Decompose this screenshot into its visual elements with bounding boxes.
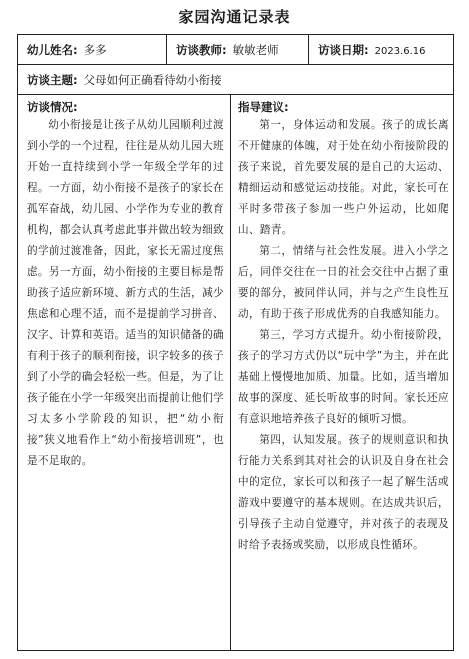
teacher-cell <box>167 35 308 64</box>
date-value: 2023.6.16 <box>374 46 426 57</box>
advice-paragraph-4: 第四，认知发展。孩子的规则意识和执行能力关系到其对社会的认识及自身在社会中的定位，家长可以和孩子一起了解生活或游戏中要遵守的基本规则。在达成共识后，引导孩子主动自觉遵守，并对孩子的表现及时给予表扬或奖励，以形成良性循环。 <box>238 434 449 551</box>
situation-title: 访谈情况: <box>27 100 78 114</box>
advice-paragraph-1: 第一，身体运动和发展。孩子的成长离不开健康的体魄，对于处在幼小衔接阶段的孩子来说，首先要发展的是自己的大运动、精细运动和感觉运动技能。对此，家长可在平时多带孩子参加一些户外运动，比如爬山、踏青。 <box>238 119 449 236</box>
topic-value: 父母如何正确看待幼小衔接 <box>83 73 222 87</box>
record-table <box>17 34 454 651</box>
situation-paragraph: 幼小衔接是让孩子从幼儿园顺利过渡到小学的一个过程，往往是从幼儿园大班开始一直持续到小学一年级全学年的过程。一方面，幼小衔接不是孩子的家长在孤军奋战，幼儿园、小学作为专业的教育机构，都会认真考虑此事并做出较为细致的学前过渡准备，因此，家长无需过度焦虑。另一方面，幼小衔接的主要目标是帮助孩子适应新环境、新方式的生活，减少焦虑和心理不适，而不是提前学习拼音、汉字、计算和英语。适当的知识储备的确有利于孩子的顺利衔接，识字较多的孩子到了小学的确会轻松一些。但是，为了让孩子能在小学一年级突出而提前让他们学习太多小学阶段的知识，把“幼小衔接”狭义地看作上“幼小衔接培训班”，也是不足取的。 <box>27 119 224 467</box>
topic-label: 访谈主题: <box>27 73 78 87</box>
situation-column <box>18 95 230 650</box>
child-name-cell <box>18 35 166 64</box>
page-title: 家园沟通记录表 <box>178 8 291 26</box>
date-label: 访谈日期: <box>318 43 369 57</box>
advice-paragraph-3: 第三，学习方式提升。幼小衔接阶段，孩子的学习方式仍以“玩中学”为主，并在此基础上慢慢地加质、加量。比如，适当增加故事的深度、延长听故事的时间。家长还应有意识地培养孩子良好的倾听习惯。 <box>238 329 449 425</box>
teacher-value: 敏敏老师 <box>232 43 279 57</box>
child-name-value: 多多 <box>83 43 107 57</box>
topic-row <box>18 65 453 95</box>
advice-paragraph-2: 第二，情绪与社会性发展。进入小学之后，同伴交往在一日的社会交往中占据了重要的部分，被同伴认同，并与之产生良性互动，有助于孩子形成优秀的自我感知能力。 <box>238 245 449 320</box>
date-cell <box>309 35 453 64</box>
child-name-label: 幼儿姓名: <box>27 43 78 57</box>
advice-column <box>231 95 453 650</box>
teacher-label: 访谈教师: <box>176 43 227 57</box>
info-row <box>18 35 453 65</box>
content-row <box>18 95 453 650</box>
advice-title: 指导建议: <box>238 100 289 114</box>
